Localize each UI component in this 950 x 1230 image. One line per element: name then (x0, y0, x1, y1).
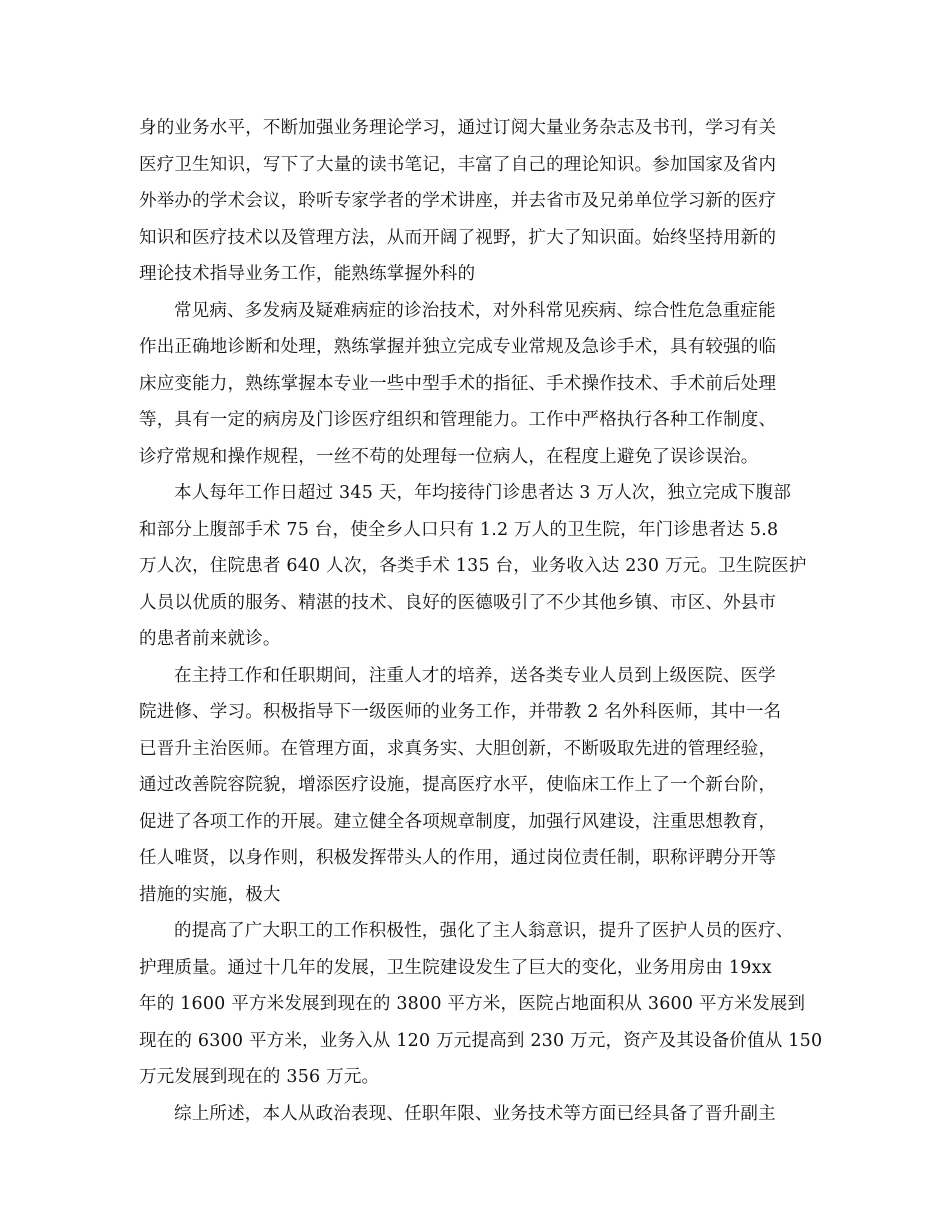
text-line: 和部分上腹部手术 75 台，使全乡人口只有 1.2 万人的卫生院，年门诊患者达 5.8 (139, 519, 779, 540)
text-line: 任人唯贤，以身作则，积极发挥带头人的作用，通过岗位责任制，职称评聘分开等 (139, 848, 777, 868)
text-line: 人员以优质的服务、精湛的技术、良好的医德吸引了不少其他乡镇、市区、外县市 (139, 592, 777, 613)
text-line: 理论技术指导业务工作，能熟练掌握外科的 (139, 264, 476, 284)
text-line: 床应变能力，熟练掌握本专业一些中型手术的指征、手术操作技术、手术前后处理 (139, 373, 777, 394)
text-line: 通过改善院容院貌，增添医疗设施，提高医疗水平，使临床工作上了一个新台阶， (139, 775, 777, 795)
text-line: 已晋升主治医师。在管理方面，求真务实、大胆创新，不断吸取先进的管理经验， (139, 738, 777, 759)
paragraph-first-line: 综上所述，本人从政治表现、任职年限、业务技术等方面已经具备了晋升副主 (174, 1103, 776, 1124)
paragraph-first-line: 的提高了广大职工的工作积极性，强化了主人翁意识，提升了医护人员的医疗、 (174, 921, 794, 941)
text-line: 促进了各项工作的开展。建立健全各项规章制度，加强行风建设，注重思想教育， (139, 811, 777, 832)
text-line: 作出正确地诊断和处理，熟练掌握并独立完成专业常规及急诊手术，具有较强的临 (139, 337, 777, 357)
text-line: 知识和医疗技术以及管理方法，从而开阔了视野，扩大了知识面。始终坚持用新的 (139, 227, 777, 248)
text-line: 措施的实施，极大 (139, 884, 281, 905)
text-line: 院进修、学习。积极指导下一级医师的业务工作，并带教 2 名外科医师，其中一名 (139, 702, 782, 722)
text-line: 护理质量。通过十几年的发展，卫生院建设发生了巨大的变化，业务用房由 19xx (139, 957, 772, 978)
paragraph-first-line: 本人每年工作日超过 345 天，年均接待门诊患者达 3 万人次，独立完成下腹部 (174, 483, 792, 503)
text-line: 万元发展到现在的 356 万元。 (139, 1067, 380, 1087)
text-line: 身的业务水平，不断加强业务理论学习，通过订阅大量业务杂志及书刊，学习有关 (139, 118, 777, 138)
text-line: 诊疗常规和操作规程，一丝不苟的处理每一位病人，在程度上避免了误诊误治。 (139, 446, 759, 467)
text-line: 医疗卫生知识，写下了大量的读书笔记，丰富了自己的理论知识。参加国家及省内 (139, 154, 777, 175)
text-line: 外举办的学术会议，聆听专家学者的学术讲座，并去省市及兄弟单位学习新的医疗 (139, 191, 777, 211)
text-line: 年的 1600 平方米发展到现在的 3800 平方米，医院占地面积从 3600 平方米发展到 (139, 994, 806, 1014)
document-body (139, 110, 823, 1132)
paragraph-first-line: 常见病、多发病及疑难病症的诊治技术，对外科常见疾病、综合性危急重症能 (174, 300, 776, 321)
paragraph-first-line: 在主持工作和任职期间，注重人才的培养，送各类专业人员到上级医院、医学 (174, 665, 776, 686)
text-line: 现在的 6300 平方米，业务入从 120 万元提高到 230 万元，资产及其设备价值从 150 (139, 1030, 823, 1051)
text-line: 等，具有一定的病房及门诊医疗组织和管理能力。工作中严格执行各种工作制度、 (139, 410, 777, 430)
text-line: 的患者前来就诊。 (139, 629, 281, 649)
text-line: 万人次，住院患者 640 人次，各类手术 135 台，业务收入达 230 万元。卫生院医护 (139, 556, 807, 576)
